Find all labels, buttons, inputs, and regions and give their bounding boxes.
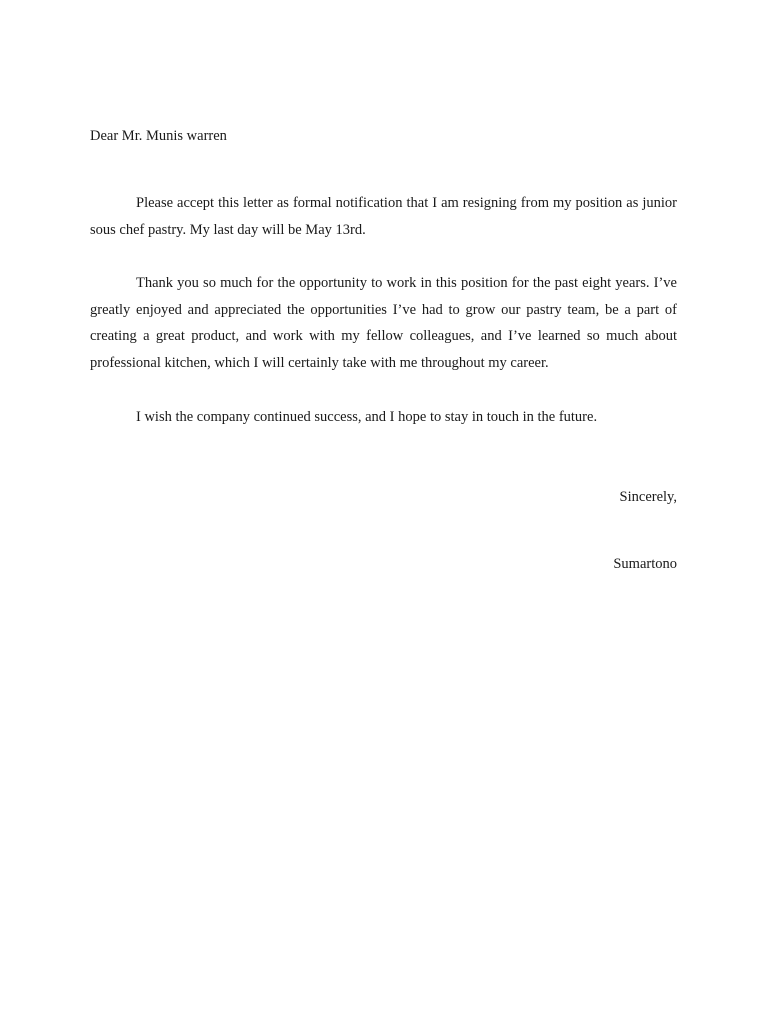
salutation: Dear Mr. Munis warren	[90, 128, 227, 144]
paragraph-resignation-notice: Please accept this letter as formal notification that I am resigning from my position as junior sous chef pastry. My last day will be May 13rd.	[90, 195, 677, 238]
closing: Sincerely,	[619, 489, 677, 505]
paragraph-well-wishes: I wish the company continued success, and I hope to stay in touch in the future.	[136, 409, 598, 425]
paragraph-gratitude: Thank you so much for the opportunity to work in this position for the past eight years. I’ve greatly enjoyed and appreciated the opportunities I’ve had to grow our pastry team, be a part of creating a great product, and work with my fellow colleagues, and I’ve learned so much about professional kitchen, which I will certainly take with me throughout my career.	[90, 275, 677, 372]
signature-name: Sumartono	[613, 556, 677, 572]
